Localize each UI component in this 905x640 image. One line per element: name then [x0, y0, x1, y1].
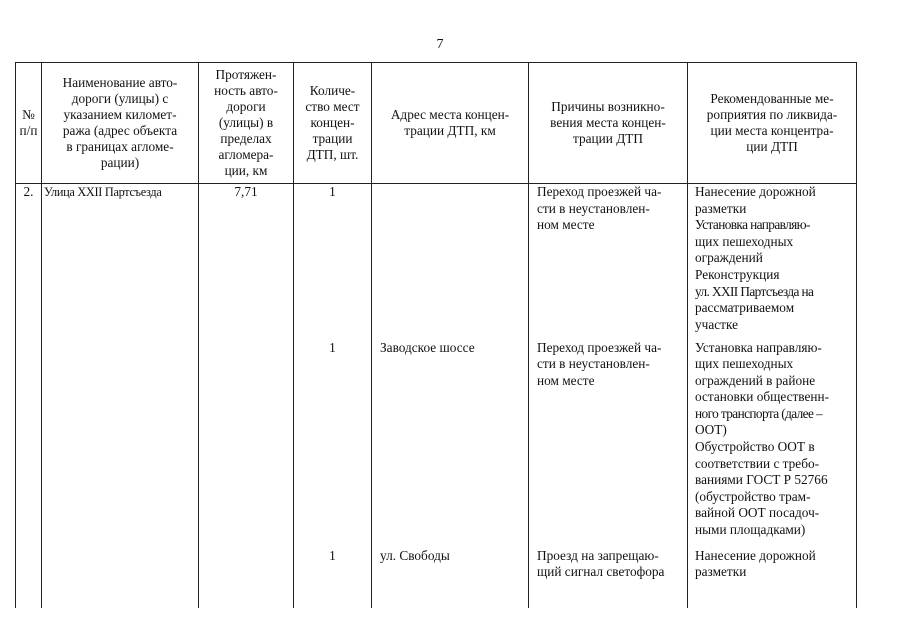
header-count: [294, 63, 372, 184]
text-line: ными площадками): [695, 522, 806, 538]
text-line: п/п: [19, 123, 38, 138]
accident-hotspots-table: [15, 62, 857, 608]
text-line: дороги (улицы) с: [71, 91, 169, 106]
text-line: ность авто-: [214, 83, 278, 98]
table-row: [16, 548, 857, 608]
text-line: участке: [695, 316, 738, 332]
hotspot-causes: [529, 340, 688, 548]
road-name: Улица XXII Партсъезда: [42, 184, 199, 340]
text-line: ство мест: [305, 99, 360, 114]
text-line: разметки: [695, 200, 747, 216]
text-line: остановки общественн-: [695, 389, 830, 405]
page-number: 7: [436, 37, 444, 52]
text-line: Рекомендованные ме-: [710, 91, 834, 106]
text-line: в границах агломе-: [66, 139, 174, 154]
hotspot-address: Заводское шоссе: [372, 340, 529, 548]
text-line: Нанесение дорожной: [695, 547, 816, 563]
header-length: [199, 63, 294, 184]
text-line: Реконструкция: [695, 266, 780, 282]
text-line: Нанесение дорожной: [695, 184, 816, 199]
road-length: [199, 548, 294, 608]
text-line: ного транспорта (далее –: [695, 405, 823, 421]
road-length: [199, 340, 294, 548]
text-line: Наименование авто-: [62, 75, 178, 90]
text-line: пределах: [220, 131, 272, 146]
text-line: разметки: [695, 564, 747, 580]
text-line: агломера-: [218, 147, 274, 162]
text-line: Переход проезжей ча-: [537, 184, 662, 199]
text-line: ограждений в районе: [695, 372, 816, 388]
text-line: ул. XXII Партсъезда на: [695, 283, 814, 299]
text-line: сти в неустановлен-: [537, 356, 650, 372]
header-num: [16, 63, 42, 184]
text-line: ваниями ГОСТ Р 52766: [695, 472, 828, 488]
text-line: роприятия по ликвида-: [706, 107, 838, 122]
header-road: [42, 63, 199, 184]
text-line: соответствии с требо-: [695, 455, 820, 471]
text-line: вения места концен-: [550, 115, 666, 130]
text-line: Причины возникно-: [551, 99, 665, 114]
text-line: вайной ООТ посадоч-: [695, 505, 820, 521]
text-line: ции ДТП: [746, 139, 798, 154]
text-line: Обустройство ООТ в: [695, 439, 815, 455]
text-line: ции места концентра-: [710, 123, 834, 138]
table-row: [16, 184, 857, 340]
road-name: [42, 548, 199, 608]
text-line: Адрес места концен-: [390, 107, 510, 122]
text-line: трации ДТП, км: [404, 123, 496, 138]
text-line: трации ДТП: [573, 131, 643, 146]
recommended-measures: [688, 548, 857, 608]
text-line: трации: [312, 131, 353, 146]
text-line: №: [22, 107, 35, 122]
text-line: сти в неустановлен-: [537, 200, 650, 216]
text-line: Количе-: [309, 83, 356, 98]
row-number: [16, 548, 42, 608]
hotspot-count: 1: [294, 340, 372, 548]
header-measures: [688, 63, 857, 184]
text-line: указанием километ-: [63, 107, 177, 122]
road-length: 7,71: [199, 184, 294, 340]
table-header-row: [16, 63, 857, 184]
recommended-measures: [688, 184, 857, 340]
text-line: щих пешеходных: [695, 356, 794, 372]
row-number: [16, 340, 42, 548]
text-line: Переход проезжей ча-: [537, 339, 662, 355]
text-line: ДТП, шт.: [306, 147, 359, 162]
text-line: ража (адрес объекта: [62, 123, 178, 138]
text-line: (улицы) в: [218, 115, 274, 130]
hotspot-count: 1: [294, 184, 372, 340]
text-line: щих пешеходных: [695, 233, 794, 249]
text-line: рации): [100, 155, 140, 170]
text-line: (обустройство трам-: [695, 488, 811, 504]
text-line: ном месте: [537, 372, 595, 388]
hotspot-causes: [529, 548, 688, 608]
text-line: Установка направляю-: [695, 217, 810, 233]
text-line: концен-: [310, 115, 355, 130]
text-line: Протяжен-: [215, 67, 277, 82]
road-name: [42, 340, 199, 548]
header-causes: [529, 63, 688, 184]
table-row: [16, 340, 857, 548]
text-line: ограждений: [695, 250, 763, 266]
hotspot-causes: [529, 184, 688, 340]
text-line: дороги: [226, 99, 266, 114]
recommended-measures: [688, 340, 857, 548]
text-line: ции, км: [224, 163, 268, 178]
text-line: щий сигнал светофора: [537, 564, 665, 580]
text-line: рассматриваемом: [695, 300, 795, 316]
header-address: [372, 63, 529, 184]
hotspot-address: [372, 184, 529, 340]
text-line: ном месте: [537, 217, 595, 233]
text-line: Установка направляю-: [695, 339, 822, 355]
text-line: ООТ): [695, 422, 727, 438]
hotspot-address: ул. Свободы: [372, 548, 529, 608]
text-line: Проезд на запрещаю-: [537, 547, 659, 563]
hotspot-count: 1: [294, 548, 372, 608]
row-number: 2.: [16, 184, 42, 340]
